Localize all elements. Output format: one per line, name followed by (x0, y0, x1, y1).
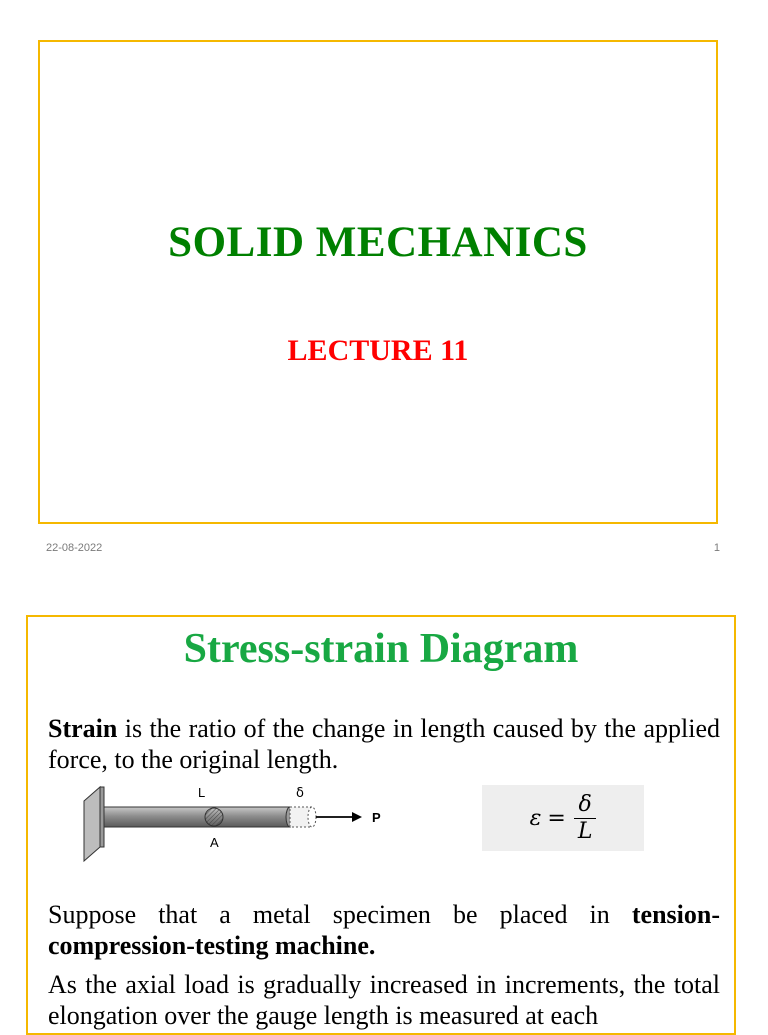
page-number: 1 (713, 542, 720, 554)
axial-load-paragraph: As the axial load is gradually increased in increments, the total elongation over the gauge length is measured at each (48, 970, 720, 1030)
cross-section-area (205, 808, 223, 826)
strain-formula (482, 785, 644, 851)
formula-fraction (574, 792, 597, 845)
slide-date: 22-08-2022 (46, 542, 103, 554)
delta-label: δ (296, 786, 304, 801)
wall-support (84, 787, 100, 861)
formula-epsilon: ε (529, 805, 542, 831)
bar-elongation-diagram (80, 783, 400, 867)
strain-definition-text: is the ratio of the change in length caused by the applied force, to the original length. (48, 714, 720, 774)
strain-definition (48, 713, 720, 775)
course-title: SOLID MECHANICS (168, 219, 588, 266)
area-label: A (210, 835, 219, 850)
length-label: L (198, 785, 206, 800)
force-label: P (372, 810, 381, 825)
formula-equals: = (547, 805, 566, 831)
slide-title: Stress-strain Diagram (183, 626, 579, 672)
bar-rod (104, 807, 290, 827)
lecture-number: LECTURE 11 (287, 334, 469, 367)
formula-numerator: δ (574, 792, 595, 819)
strain-formula-box (482, 785, 644, 851)
formula-denominator: L (577, 818, 593, 844)
specimen-text: Suppose that a metal specimen be placed in (48, 900, 632, 929)
strain-term: Strain (48, 714, 118, 743)
content-slide (26, 615, 736, 1035)
title-slide (38, 40, 718, 524)
specimen-paragraph (48, 899, 720, 961)
machine-term: tension-compression-testing machine. (48, 900, 720, 960)
force-arrow (352, 812, 362, 822)
